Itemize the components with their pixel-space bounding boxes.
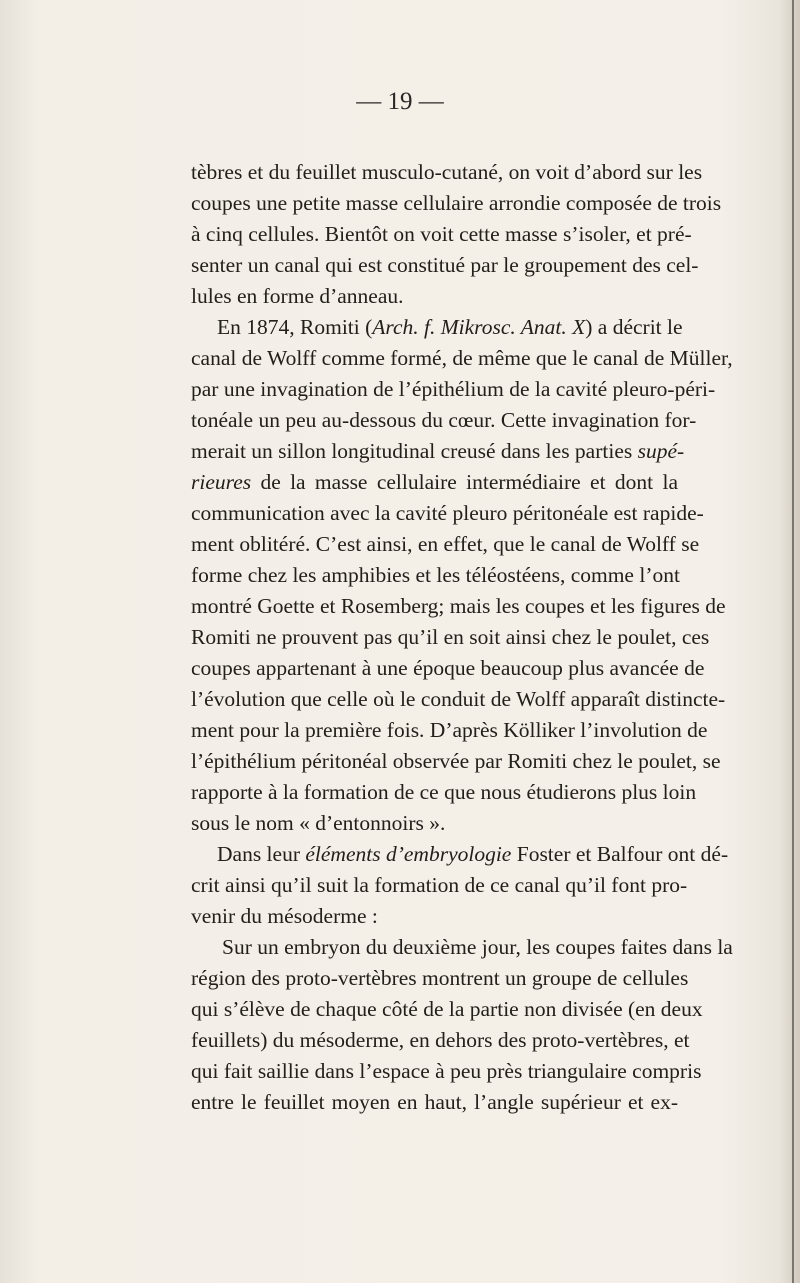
page-number: — 19 — bbox=[356, 88, 444, 115]
text-line bbox=[191, 901, 678, 931]
text-line bbox=[191, 746, 721, 776]
text-run: merait un sillon longitudinal creusé dans les parties bbox=[191, 439, 638, 463]
text-run: senter un canal qui est constitué par le groupement des cel- bbox=[191, 253, 699, 277]
italic-run: supé- bbox=[637, 439, 685, 463]
text-run: de la masse cellulaire intermédiaire et dont la bbox=[251, 470, 678, 494]
text-line bbox=[191, 1056, 702, 1086]
text-run: tonéale un peu au-dessous du cœur. Cette invagination for- bbox=[191, 408, 697, 432]
text-line bbox=[191, 622, 710, 652]
text-run: crit ainsi qu’il suit la formation de ce canal qu’il font pro- bbox=[191, 873, 688, 897]
text-run: l’épithélium péritonéal observée par Romiti chez le poulet, se bbox=[191, 749, 721, 773]
text-line bbox=[191, 994, 703, 1024]
italic-run: Arch. f. Mikrosc. Anat. X bbox=[372, 315, 586, 339]
text-line bbox=[191, 250, 699, 280]
text-run: Foster et Balfour ont dé- bbox=[511, 842, 729, 866]
text-line bbox=[191, 529, 700, 559]
text-run: forme chez les amphibies et les téléostéens, comme l’ont bbox=[191, 563, 680, 587]
text-line bbox=[191, 653, 705, 683]
text-run: En 1874, Romiti ( bbox=[217, 315, 373, 339]
text-run: Dans leur bbox=[217, 842, 306, 866]
text-run: qui s’élève de chaque côté de la partie non divisée (en deux bbox=[191, 997, 703, 1021]
text-run: feuillets) du mésoderme, en dehors des proto-vertèbres, et bbox=[191, 1028, 690, 1052]
text-run: coupes appartenant à une époque beaucoup plus avancée de bbox=[191, 656, 705, 680]
text-line bbox=[191, 1025, 690, 1055]
text-line bbox=[191, 870, 688, 900]
text-line bbox=[191, 498, 704, 528]
text-run: venir du mésoderme : bbox=[191, 904, 378, 928]
text-line bbox=[191, 963, 689, 993]
text-run: qui fait saillie dans l’espace à peu près triangulaire compris bbox=[191, 1059, 702, 1083]
text-line bbox=[191, 591, 726, 621]
text-line bbox=[191, 188, 722, 218]
text-run: coupes une petite masse cellulaire arrondie composée de trois bbox=[191, 191, 722, 215]
text-run: Romiti ne prouvent pas qu’il en soit ainsi chez le poulet, ces bbox=[191, 625, 710, 649]
text-run: tèbres et du feuillet musculo-cutané, on voit d’abord sur les bbox=[191, 160, 703, 184]
text-line bbox=[191, 281, 678, 311]
text-run: Sur un embryon du deuxième jour, les coupes faites dans la bbox=[222, 935, 733, 959]
text-line bbox=[191, 777, 697, 807]
text-run: sous le nom « d’entonnoirs ». bbox=[191, 811, 446, 835]
text-line bbox=[191, 1087, 678, 1117]
text-run: entre le feuillet moyen en haut, l’angle supérieur et ex- bbox=[191, 1090, 678, 1114]
text-run: lules en forme d’anneau. bbox=[191, 284, 404, 308]
text-run: rapporte à la formation de ce que nous étudierons plus loin bbox=[191, 780, 697, 804]
text-run: ment oblitéré. C’est ainsi, en effet, que le canal de Wolff se bbox=[191, 532, 700, 556]
text-line bbox=[191, 467, 678, 497]
text-run: région des proto-vertèbres montrent un groupe de cellules bbox=[191, 966, 689, 990]
italic-run: rieures bbox=[191, 470, 252, 494]
text-run: par une invagination de l’épithélium de la cavité pleuro-péri- bbox=[191, 377, 716, 401]
text-run: ) a décrit le bbox=[585, 315, 683, 339]
text-line bbox=[191, 808, 678, 838]
text-line bbox=[191, 715, 708, 745]
text-line bbox=[191, 560, 678, 590]
text-line bbox=[217, 312, 683, 342]
text-run: canal de Wolff comme formé, de même que le canal de Müller, bbox=[191, 346, 733, 370]
text-run: montré Goette et Rosemberg; mais les coupes et les figures de bbox=[191, 594, 726, 618]
page-edge-shadow bbox=[792, 0, 794, 1283]
text-run: ment pour la première fois. D’après Kölliker l’involution de bbox=[191, 718, 708, 742]
text-line bbox=[191, 436, 685, 466]
text-line bbox=[217, 839, 729, 869]
text-run: l’évolution que celle où le conduit de Wolff apparaît distincte- bbox=[191, 687, 726, 711]
text-line bbox=[191, 157, 703, 187]
text-line bbox=[191, 374, 716, 404]
text-run: communication avec la cavité pleuro péritonéale est rapide- bbox=[191, 501, 704, 525]
text-line bbox=[191, 684, 726, 714]
text-run: à cinq cellules. Bientôt on voit cette masse s’isoler, et pré- bbox=[191, 222, 692, 246]
italic-run: éléments d’embryologie bbox=[305, 842, 512, 866]
text-line bbox=[191, 219, 692, 249]
text-line bbox=[191, 343, 733, 373]
text-line bbox=[222, 932, 733, 962]
text-line bbox=[191, 405, 697, 435]
